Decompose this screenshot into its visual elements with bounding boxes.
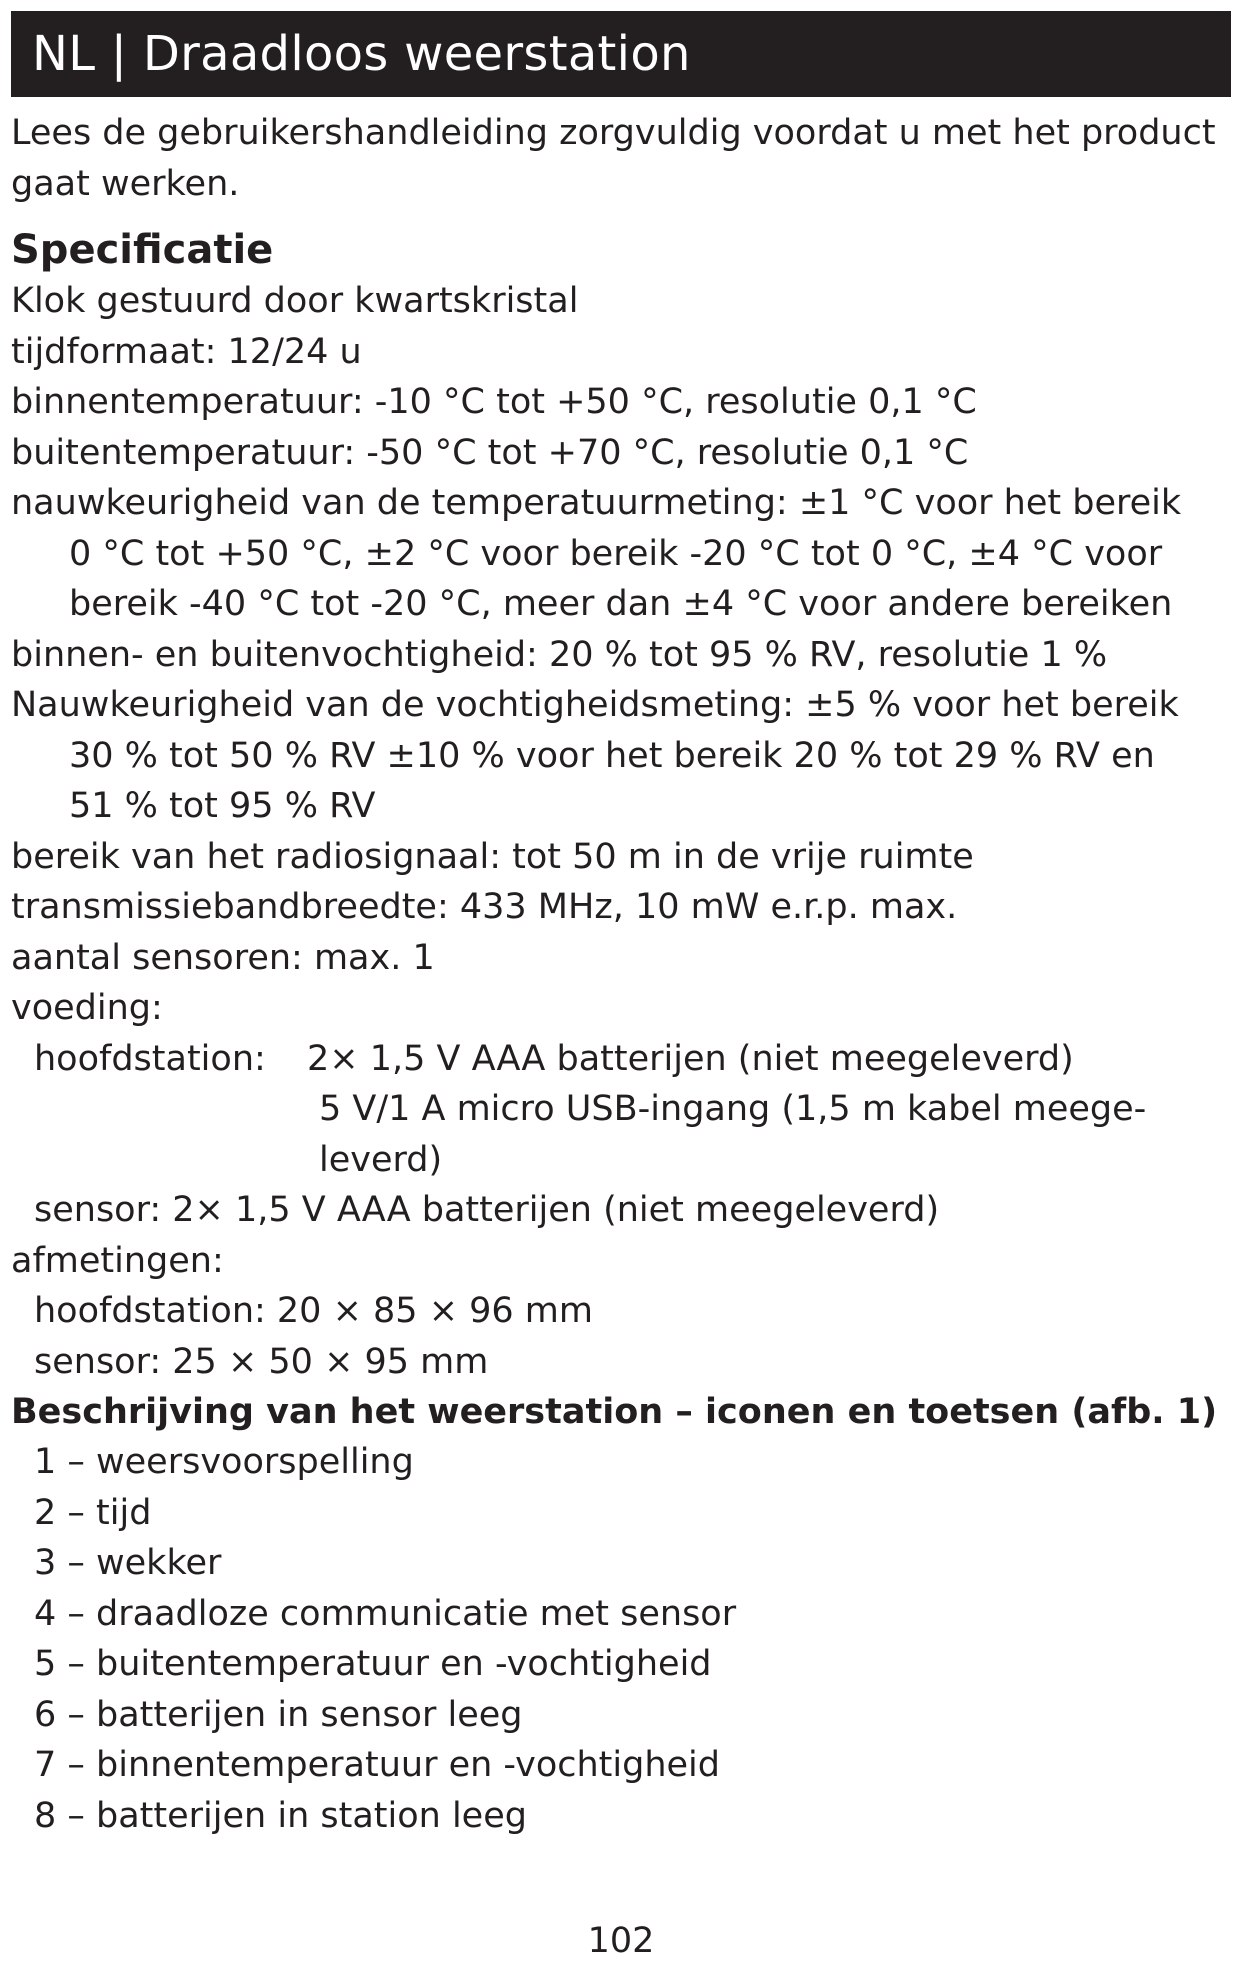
spec-outdoor-temp: buitentemperatuur: -50 °C tot +70 °C, resolutie 0,1 °C bbox=[11, 432, 969, 473]
spec-time-format: tijdformaat: 12/24 u bbox=[11, 331, 362, 372]
document-body bbox=[11, 108, 1236, 1841]
spec-power-sensor: sensor: 2× 1,5 V AAA batterijen (niet meegeleverd) bbox=[34, 1190, 940, 1230]
list-item: 1 – weersvoorspelling bbox=[34, 1442, 414, 1482]
list-item: 8 – batterijen in station leeg bbox=[34, 1795, 527, 1836]
spec-power-main-batteries: 2× 1,5 V AAA batterijen (niet meegeleverd) bbox=[307, 1038, 1074, 1079]
list-item: 3 – wekker bbox=[34, 1543, 222, 1583]
spec-indoor-temp: binnentemperatuur: -10 °C tot +50 °C, resolutie 0,1 °C bbox=[11, 382, 977, 422]
page-title-bar bbox=[11, 11, 1231, 97]
spec-humidity-accuracy-cont: 51 % tot 95 % RV bbox=[69, 786, 376, 826]
spec-heading: Specificatie bbox=[11, 227, 274, 273]
spec-power-main bbox=[11, 1034, 1236, 1085]
list-item: 4 – draadloze communicatie met sensor bbox=[34, 1593, 737, 1634]
spec-sensor-count: aantal sensoren: max. 1 bbox=[11, 937, 435, 978]
spec-dimensions-label: afmetingen: bbox=[11, 1240, 224, 1281]
spec-bandwidth: transmissiebandbreedte: 433 MHz, 10 mW e.r.p. max. bbox=[11, 887, 958, 927]
page-number: 102 bbox=[587, 1921, 655, 1961]
spec-power-main-label: hoofdstation: bbox=[34, 1038, 266, 1079]
list-item: 5 – buitentemperatuur en -vochtigheid bbox=[34, 1644, 712, 1684]
intro-line: gaat werken. bbox=[11, 164, 240, 204]
description-heading: Beschrijving van het weerstation – iconen en toetsen (afb. 1) bbox=[11, 1392, 1218, 1432]
list-item: 7 – binnentemperatuur en -vochtigheid bbox=[34, 1745, 720, 1785]
spec-temp-accuracy-cont: 0 °C tot +50 °C, ±2 °C voor bereik -20 °C tot 0 °C, ±4 °C voor bbox=[69, 533, 1163, 574]
list-item: 2 – tijd bbox=[34, 1492, 152, 1533]
spec-power-main-usb: 5 V/1 A micro USB-ingang (1,5 m kabel meege- bbox=[319, 1089, 1147, 1129]
intro-line: Lees de gebruikershandleiding zorgvuldig voordat u met het product bbox=[11, 113, 1216, 153]
spec-temp-accuracy-cont: bereik -40 °C tot -20 °C, meer dan ±4 °C voor andere bereiken bbox=[69, 584, 1173, 624]
intro-paragraph bbox=[11, 108, 1236, 210]
spec-radio-range: bereik van het radiosignaal: tot 50 m in de vrije ruimte bbox=[11, 836, 974, 877]
spec-power-label: voeding: bbox=[11, 988, 163, 1028]
page-title: NL | Draadloos weerstation bbox=[32, 26, 691, 82]
spec-temp-accuracy: nauwkeurigheid van de temperatuurmeting: ±1 °C voor het bereik bbox=[11, 483, 1182, 523]
description-list bbox=[11, 1437, 1236, 1841]
spec-dim-main: hoofdstation: 20 × 85 × 96 mm bbox=[34, 1291, 593, 1331]
spec-humidity-accuracy-cont: 30 % tot 50 % RV ±10 % voor het bereik 20 % tot 29 % RV en bbox=[69, 735, 1155, 776]
spec-humidity-accuracy: Nauwkeurigheid van de vochtigheidsmeting: ±5 % voor het bereik bbox=[11, 685, 1179, 725]
list-item: 6 – batterijen in sensor leeg bbox=[34, 1694, 523, 1735]
spec-humidity: binnen- en buitenvochtigheid: 20 % tot 95 % RV, resolutie 1 % bbox=[11, 634, 1108, 675]
spec-dim-sensor: sensor: 25 × 50 × 95 mm bbox=[34, 1341, 489, 1382]
spec-power-main-usb-cont: leverd) bbox=[319, 1139, 443, 1180]
spec-clock: Klok gestuurd door kwartskristal bbox=[11, 281, 579, 321]
